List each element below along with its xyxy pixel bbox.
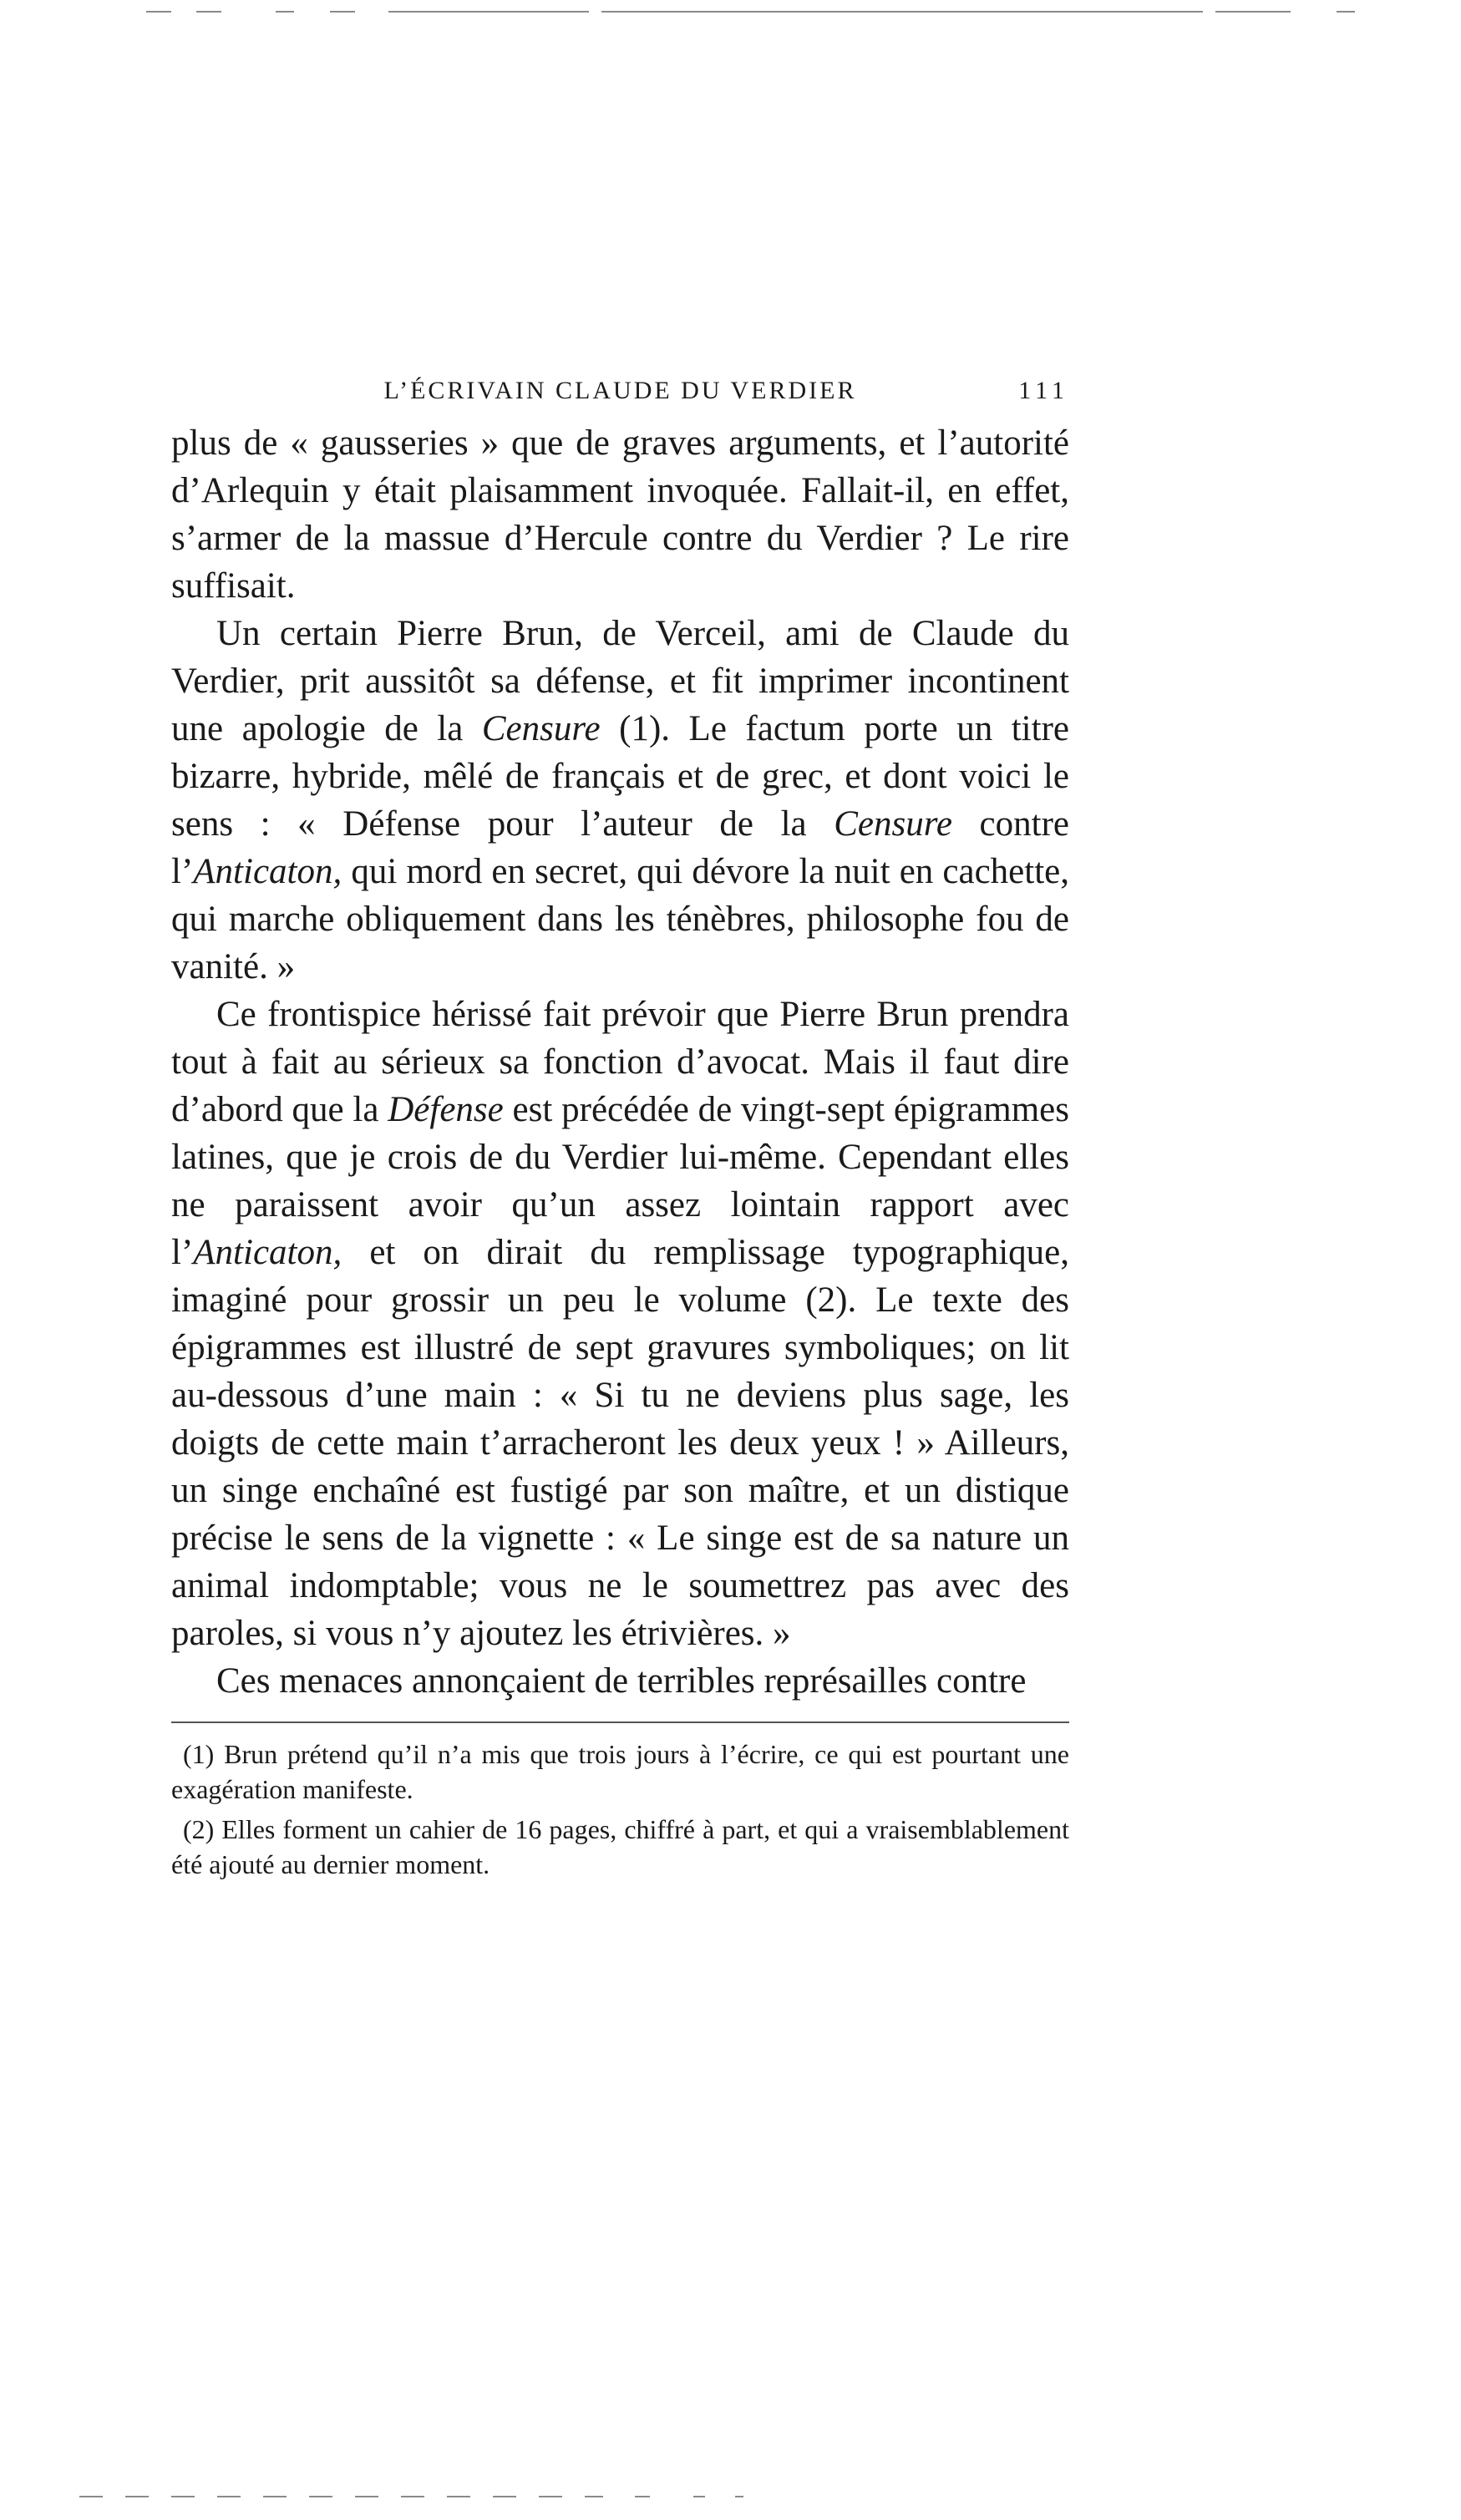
paragraph-3-part-b: est précédée de vingt-sept épigrammes latines, que je crois de du Verdier lui-même. Cependant elles ne paraissent avoir qu’un assez lointain rapport avec l’ (171, 1090, 1069, 1272)
paragraph-2-part-a: Un certain Pierre Brun, de Verceil, ami de Claude du Verdier, prit aussitôt sa défense, et fit imprimer incontinent une apologie de la (171, 614, 1069, 748)
running-head (171, 368, 1069, 414)
scan-edge-bottom (0, 2493, 1461, 2500)
footnote-rule (171, 1721, 1069, 1723)
title-cension: Censure (834, 804, 952, 844)
paragraph-4: Ces menaces annonçaient de terribles représailles contre (216, 1661, 1027, 1701)
page-number: 111 (1018, 377, 1069, 404)
title-anticaton: Anticaton, (193, 852, 342, 891)
title-anticaton-2: Anticaton, (193, 1233, 342, 1272)
paragraph-3-part-a: Ce frontispice hérissé fait prévoir que Pierre Brun prendra tout à fait au sérieux sa fonction d’avocat. Mais il faut dire d’abord que la (171, 995, 1069, 1129)
paragraph-2 (171, 610, 1069, 991)
paragraph-1: plus de « gausseries » que de graves arguments, et l’autorité d’Arlequin y était plaisamment invoquée. Fallait-il, en effet, s’armer de la massue d’Hercule contre du Verdier ? Le rire suffisait. (171, 423, 1069, 606)
paragraph-3 (171, 991, 1069, 1657)
running-title: L’ÉCRIVAIN CLAUDE DU VERDIER (383, 377, 857, 404)
paragraph-3-part-c: et on dirait du remplissage typographique, imaginé pour grossir un peu le volume (2). Le texte des épigrammes est illustré de sept gravures symboliques; on lit au-dessous d’une main : « Si tu ne deviens plus sage, les doigts de cette main t’arracheront les deux yeux ! » Ailleurs, un singe enchaîné est fustigé par son maître, et un distique précise le sens de la vignette : « Le singe est de sa nature un animal indomptable; vous ne le soumettrez pas avec des paroles, si vous n’y ajoutez les étrivières. » (171, 1233, 1069, 1653)
paragraph-2-part-b: (1). Le factum porte un titre bizarre, hybride, mêlé de français et de grec, et dont voici le sens : « Défense pour l’auteur de la (171, 709, 1069, 844)
paragraph-2-part-d: qui mord en secret, qui dévore la nuit en cachette, qui marche obliquement dans les ténèbres, philosophe fou de vanité. » (171, 852, 1069, 986)
paragraph-2-part-c: contre l’ (171, 804, 1069, 891)
title-censure: Censure (481, 709, 601, 748)
page-text-block (171, 368, 1069, 1887)
scan-edge-top (0, 8, 1461, 15)
footnote-1: (1) Brun prétend qu’il n’a mis que trois jours à l’écrire, ce qui est pourtant une exagération manifeste. (171, 1739, 1069, 1804)
title-defense: Défense (388, 1090, 504, 1129)
footnotes (171, 1737, 1069, 1882)
body-text (171, 419, 1069, 1705)
footnote-2: (2) Elles forment un cahier de 16 pages, chiffré à part, et qui a vraisemblablement été ajouté au dernier moment. (171, 1814, 1069, 1879)
